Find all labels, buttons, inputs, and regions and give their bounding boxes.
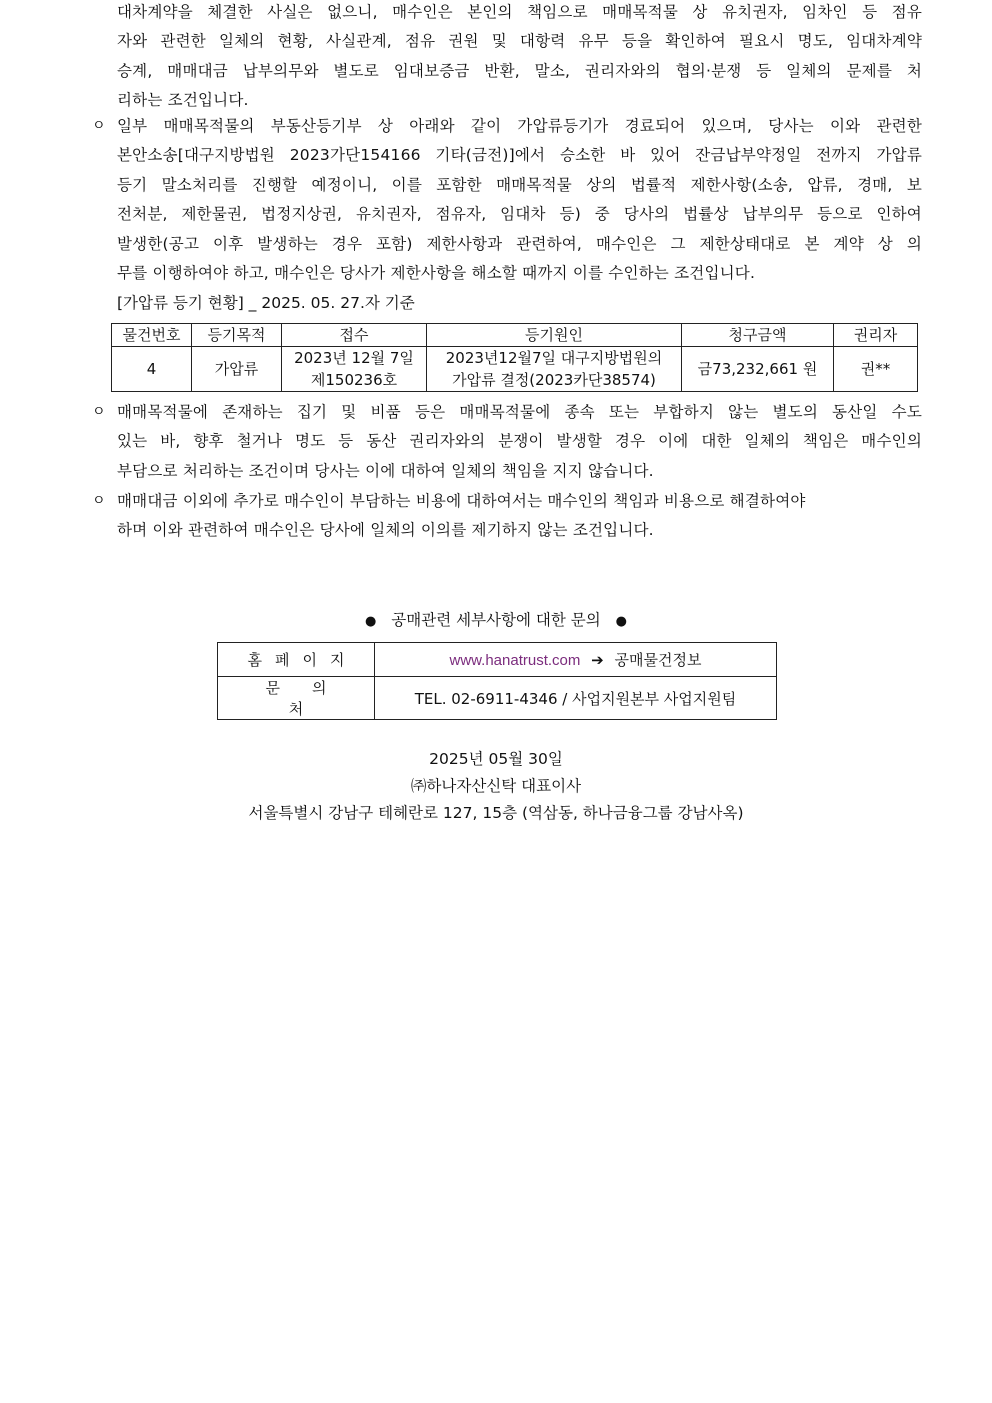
cause-line: 2023년12월7일 대구지방법원의 — [445, 349, 663, 367]
bullet-dot-icon: ● — [365, 614, 377, 629]
table-header-row — [112, 324, 918, 347]
inquiry-label: 문의처 — [218, 677, 375, 720]
text-line: 전처분, 제한물권, 법정지상권, 유치권자, 점유자, 임대차 등) 중 당사의 법률상 납부의무 등으로 인하여 — [117, 205, 922, 224]
cell-cause — [427, 347, 682, 392]
registration-table — [111, 323, 918, 392]
column-header: 등기원인 — [427, 324, 682, 347]
column-header: 권리자 — [834, 324, 918, 347]
receipt-date: 2023년 12월 7일 — [294, 349, 414, 367]
text-line — [92, 112, 922, 141]
table-row — [218, 677, 777, 720]
text-line-content: 일부 매매목적물의 부동산등기부 상 아래와 같이 가압류등기가 경료되어 있으며, 당사는 이와 관련한 — [117, 117, 922, 135]
text-line: 무를 이행하여야 하고, 매수인은 당사가 제한사항을 해소할 때까지 이를 수인하는 조건입니다. — [117, 263, 756, 282]
homepage-link[interactable]: www.hanatrust.com — [449, 652, 581, 669]
table-row — [112, 347, 918, 392]
text-line-content: 매매대금 이외에 추가로 매수인이 부담하는 비용에 대하여서는 매수인의 책임과 비용으로 해결하여야 — [117, 492, 806, 510]
cell-item-no: 4 — [112, 347, 192, 392]
bullet-seizure-registration — [92, 112, 922, 288]
text-line: 있는 바, 향후 철거나 명도 등 동산 권리자와의 분쟁이 발생할 경우 이에 대한 일체의 책임은 매수인의 — [117, 432, 922, 451]
arrow-right-icon: ➔ — [591, 651, 604, 669]
receipt-number: 제150236호 — [310, 371, 398, 389]
bullet-additional-costs — [92, 487, 922, 546]
column-header: 청구금액 — [682, 324, 834, 347]
cell-purpose: 가압류 — [192, 347, 282, 392]
cell-amount: 금73,232,661 원 — [682, 347, 834, 392]
text-line-content: 매매목적물에 존재하는 집기 및 비품 등은 매매목적물에 종속 또는 부합하지 않는 별도의 동산일 수도 — [117, 403, 922, 421]
bullet-movables — [92, 398, 922, 486]
contact-table — [217, 642, 777, 720]
inquiry-value: TEL. 02-6911-4346 / 사업지원본부 사업지원팀 — [375, 677, 777, 720]
footer-company: ㈜하나자산신탁 대표이사 — [410, 777, 582, 795]
homepage-cell — [375, 643, 777, 677]
cell-receipt — [282, 347, 427, 392]
column-header: 물건번호 — [112, 324, 192, 347]
text-line: 본안소송[대구지방법원 2023가단154166 기타(금전)]에서 승소한 바 있어 잔금납부약정일 전까지 가압류 — [117, 146, 922, 165]
text-line — [92, 487, 922, 516]
bullet-icon: ㅇ — [92, 118, 106, 134]
contact-heading — [0, 606, 992, 634]
homepage-target: 공매물건정보 — [614, 651, 702, 669]
cell-holder: 권** — [834, 347, 918, 392]
text-line: 자와 관련한 일체의 현황, 사실관계, 점유 권원 및 대항력 유무 등을 확인하여 필요시 명도, 임대차계약 — [117, 32, 922, 51]
text-line: 대차계약을 체결한 사실은 없으니, 매수인은 본인의 책임으로 매매목적물 상 유치권자, 임차인 등 점유 — [117, 3, 922, 21]
contact-heading-text: 공매관련 세부사항에 대한 문의 — [391, 611, 601, 629]
bullet-dot-icon: ● — [615, 614, 627, 629]
column-header: 등기목적 — [192, 324, 282, 347]
text-line: 등기 말소처리를 진행할 예정이니, 이를 포함한 매매목적물 상의 법률적 제한사항(소송, 압류, 경매, 보 — [117, 175, 922, 194]
cause-line: 가압류 결정(2023카단38574) — [452, 371, 656, 389]
bullet-icon: ㅇ — [92, 404, 106, 420]
registration-table-title: [가압류 등기 현황] _ 2025. 05. 27.자 기준 — [117, 294, 415, 312]
text-line: 부담으로 처리하는 조건이며 당사는 이에 대하여 일체의 책임을 지지 않습니다. — [117, 461, 654, 480]
text-line: 발생한(공고 이후 발생하는 경우 포함) 제한사항과 관련하여, 매수인은 그 제한상태대로 본 계약 상 의 — [117, 234, 922, 253]
text-line: 승계, 매매대금 납부의무와 별도로 임대보증금 반환, 말소, 권리자와의 협의·분쟁 등 일체의 문제를 처 — [117, 61, 922, 80]
homepage-label: 홈페이지 — [218, 643, 375, 677]
text-line — [92, 398, 922, 427]
table-row — [218, 643, 777, 677]
text-line: 하며 이와 관련하여 매수인은 당사에 일체의 이의를 제기하지 않는 조건입니다. — [117, 521, 654, 540]
paragraph-continuation — [92, 0, 922, 116]
footer — [0, 746, 992, 827]
footer-address: 서울특별시 강남구 테헤란로 127, 15층 (역삼동, 하나금융그룹 강남사옥) — [248, 804, 744, 822]
bullet-icon: ㅇ — [92, 493, 106, 509]
footer-date: 2025년 05월 30일 — [429, 750, 563, 768]
text-line: 리하는 조건입니다. — [117, 91, 249, 110]
column-header: 접수 — [282, 324, 427, 347]
